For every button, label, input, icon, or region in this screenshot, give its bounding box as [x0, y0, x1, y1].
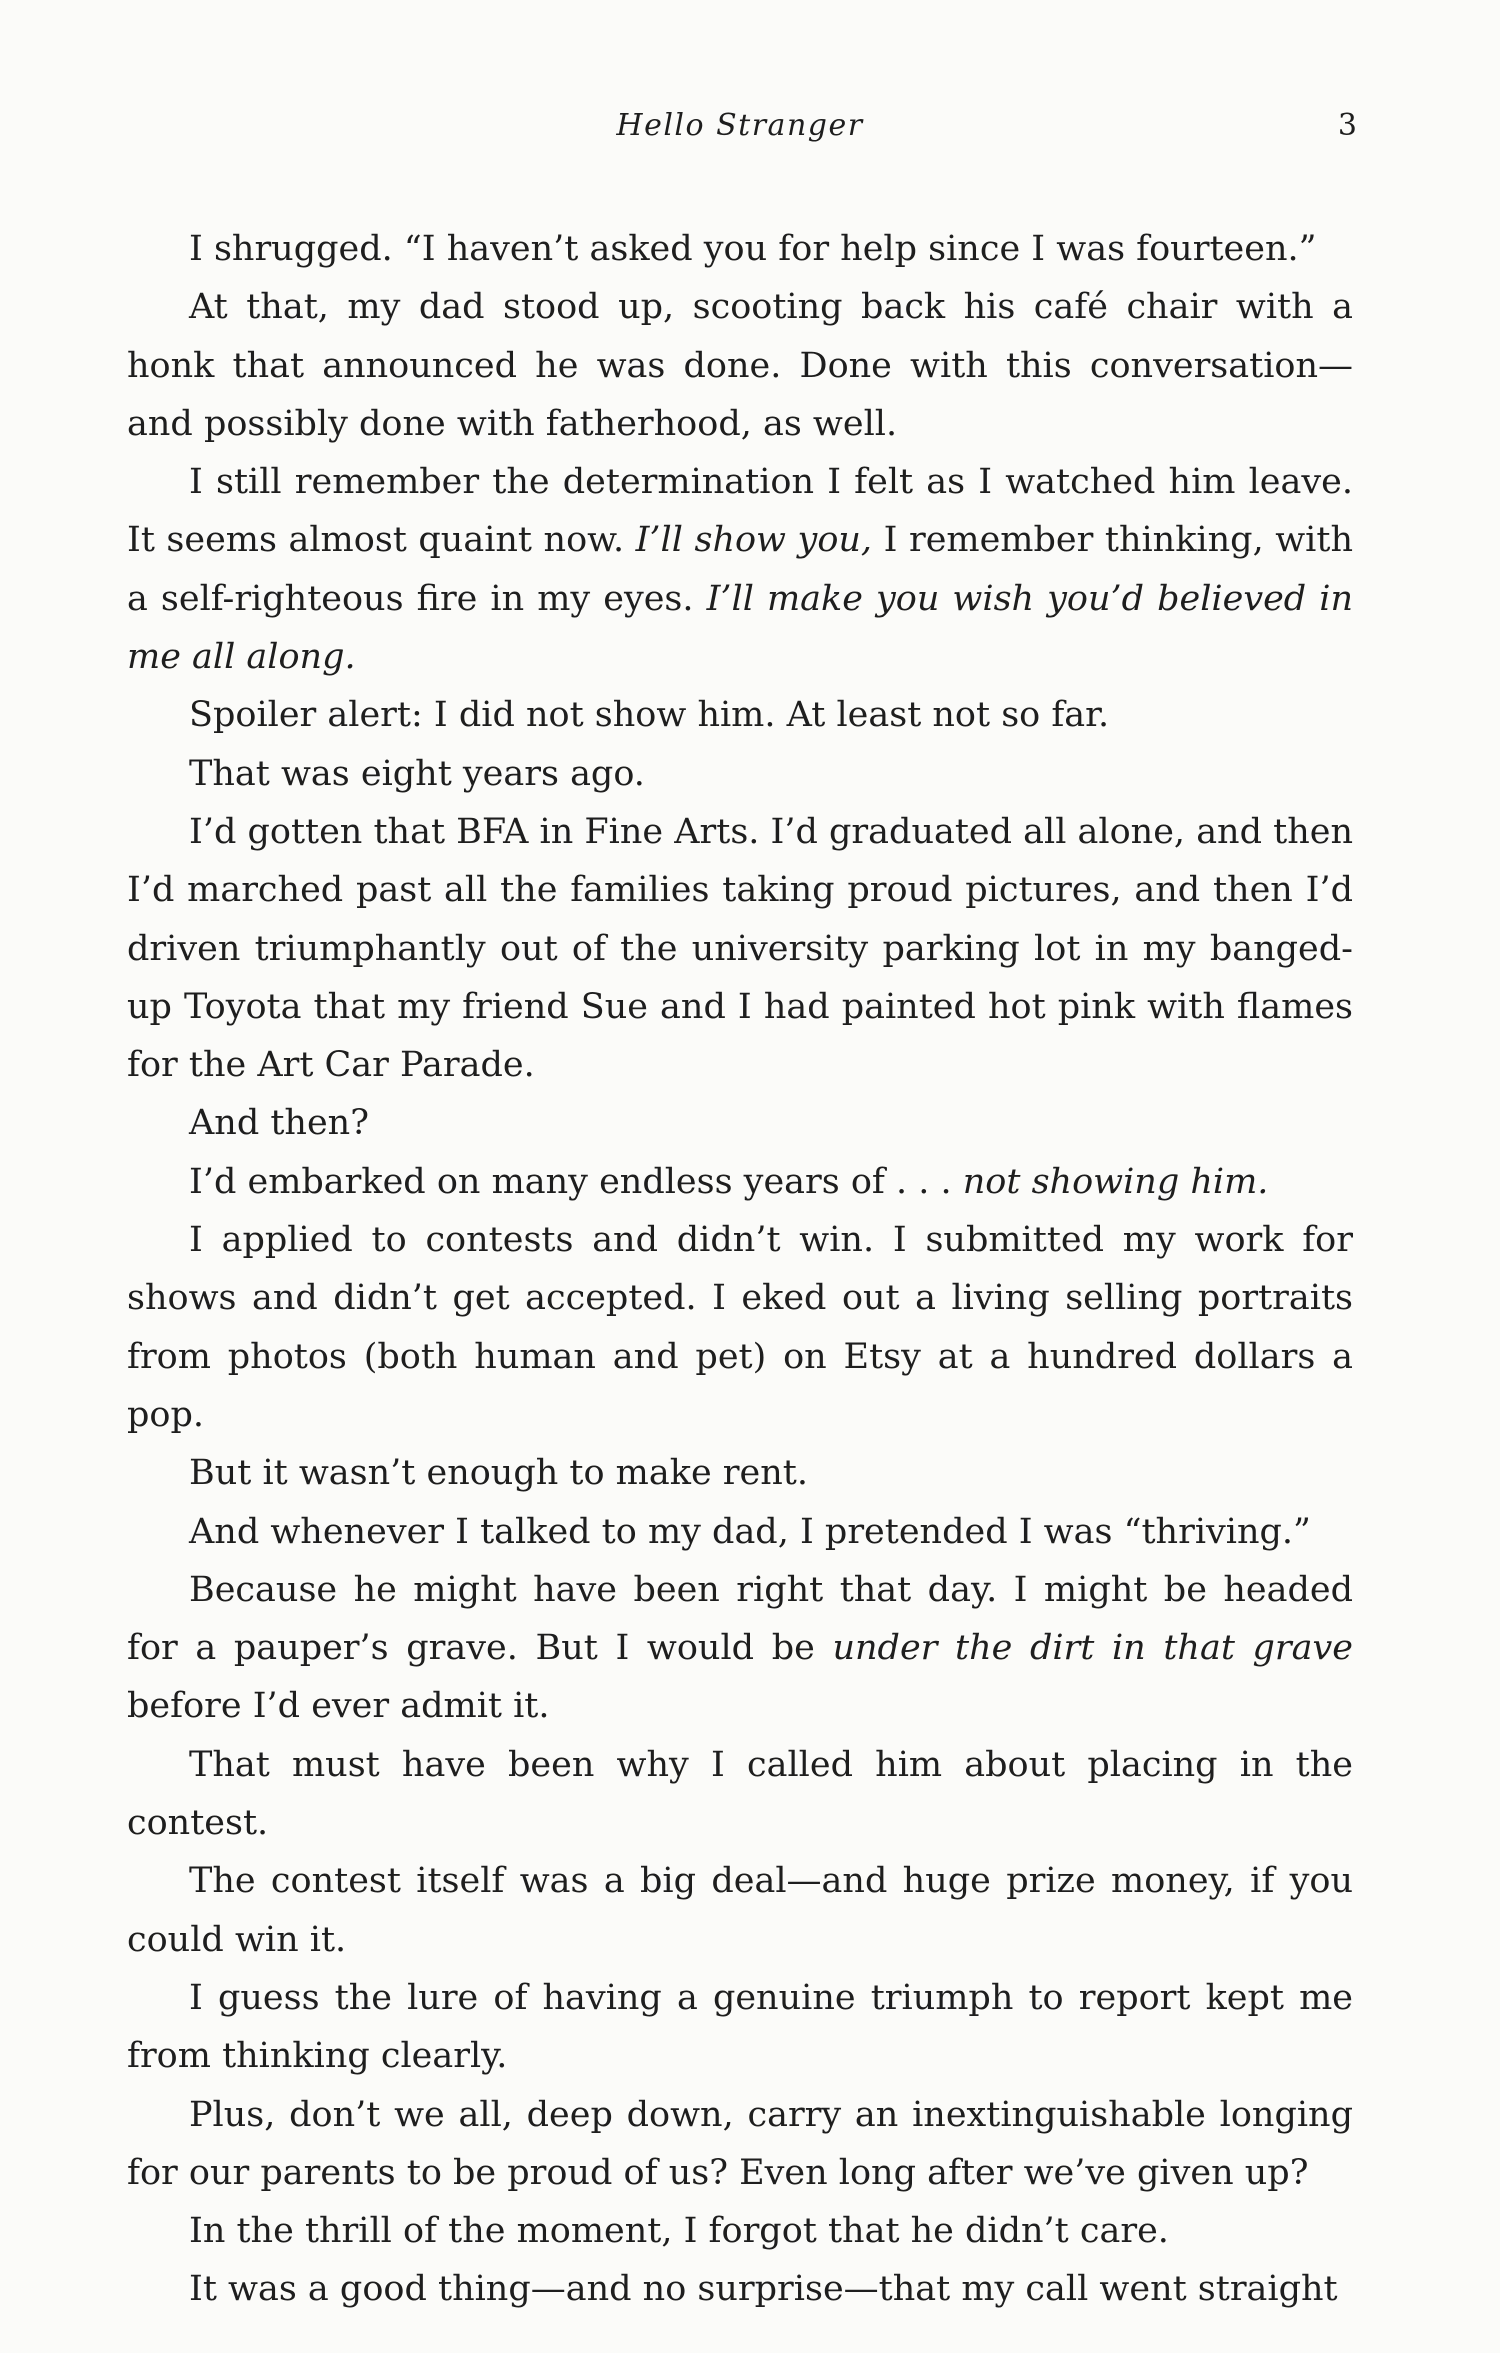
paragraph — [127, 1561, 1353, 1736]
text-run: I’d gotten that BFA in Fine Arts. I’d graduated all alone, and then I’d marched past all the families taking proud pictures, and then I’d driven triumphantly out of the university parking lot in my banged-up Toyota that my friend Sue and I had painted hot pink with flames for the Art Car Parade. — [127, 811, 1353, 1086]
text-run: That was eight years ago. — [189, 753, 645, 794]
text-run: And whenever I talked to my dad, I pretended I was “thriving.” — [189, 1511, 1311, 1552]
paragraph — [127, 1852, 1353, 1969]
text-run: Spoiler alert: I did not show him. At least not so far. — [189, 695, 1110, 736]
italic-text: I’ll make you wish you’d believed in me all along. — [127, 578, 1354, 678]
paragraph — [127, 1969, 1353, 2086]
text-run: In the thrill of the moment, I forgot that he didn’t care. — [189, 2211, 1169, 2252]
text-run: And then? — [189, 1103, 369, 1144]
paragraph — [127, 1153, 1353, 1211]
book-title: Hello Stranger — [616, 108, 864, 143]
text-run: It was a good thing—and no surprise—that my call went straight — [189, 2269, 1338, 2310]
text-run: That must have been why I called him about placing in the contest. — [127, 1744, 1353, 1844]
text-run: The contest itself was a big deal—and huge prize money, if you could win it. — [127, 1861, 1353, 1960]
paragraph — [127, 2202, 1353, 2260]
paragraph — [127, 278, 1353, 453]
text-run: I still remember the determination I felt as I watched him leave. It seems almost quaint now. — [127, 462, 1353, 561]
paragraph — [127, 1736, 1353, 1853]
italic-text: not showing him. — [962, 1161, 1269, 1202]
italic-text: I’ll show you, — [635, 520, 873, 561]
paragraph — [127, 803, 1353, 1094]
text-run: At that, my dad stood up, scooting back his café chair with a honk that announced he was done. Done with this conversation—and possibly done with fatherhood, as well. — [127, 287, 1353, 444]
paragraph — [127, 1211, 1353, 1444]
text-run: I guess the lure of having a genuine triumph to report kept me from thinking clearly. — [127, 1977, 1353, 2077]
italic-text: under the dirt in that grave — [832, 1628, 1353, 1669]
paragraph — [127, 453, 1353, 686]
paragraph — [127, 2086, 1353, 2203]
paragraph — [127, 1094, 1353, 1152]
text-run: Plus, don’t we all, deep down, carry an inextinguishable longing for our parents to be proud of us? Even long after we’ve given up? — [127, 2094, 1353, 2193]
paragraph — [127, 220, 1353, 278]
paragraph — [127, 2260, 1353, 2318]
text-run: I remember thinking, with a self-righteous fire in my eyes. — [127, 520, 1353, 619]
running-header — [0, 108, 1500, 158]
page-number: 3 — [1337, 108, 1357, 143]
text-run: But it wasn’t enough to make rent. — [189, 1453, 808, 1494]
paragraph — [127, 1444, 1353, 1502]
text-run: I applied to contests and didn’t win. I submitted my work for shows and didn’t get accepted. I eked out a living selling portraits from photos (both human and pet) on Etsy at a hundred dollars a pop. — [127, 1220, 1353, 1435]
paragraph — [127, 686, 1353, 744]
text-run: before I’d ever admit it. — [127, 1686, 550, 1727]
body-text — [127, 220, 1353, 2319]
text-run: I’d embarked on many endless years of . . . — [189, 1161, 963, 1202]
text-run: I shrugged. “I haven’t asked you for help since I was fourteen.” — [189, 229, 1317, 269]
paragraph — [127, 745, 1353, 803]
paragraph — [127, 1503, 1353, 1561]
text-run: Because he might have been right that day. I might be headed for a pauper’s grave. But I would be — [127, 1569, 1353, 1669]
